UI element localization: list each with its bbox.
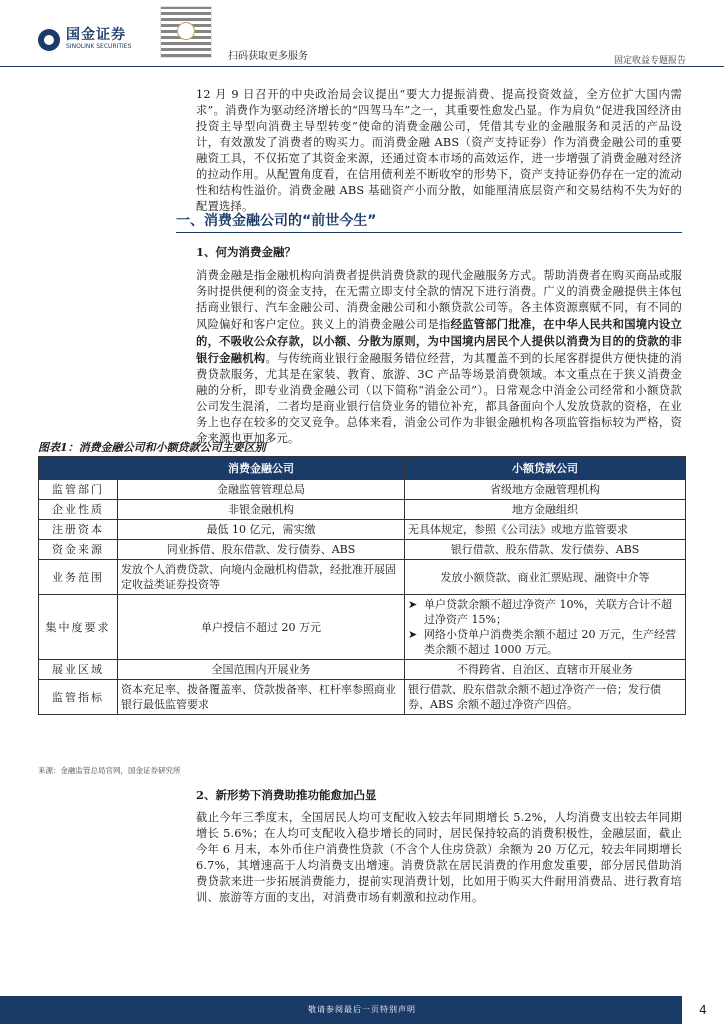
row-key: 企业性质 [39,500,118,520]
cell-microloan: 省级地方金融管理机构 [405,480,686,500]
definition-text-b: 。与传统商业银行金融服务错位经营，为其覆盖不到的长尾客群提供方便快捷的消费贷款服务，尤其是在家装、教育、旅游、3C 产品等场景消费领域。本文重点在于狭义消费金融的分析，即专业消费金融公司（以下简称“消金公司”）。日常观念中消金公司经常和小额贷款公司发生混淆，二者均是商业银行信贷业务的错位补充，都具备面向个人发放贷款的资格，在业务上也存在较多的交叉竞争。总体来看，消金公司作为非银金融机构各项监管指标较为严格，资金来源也更加多元。 [196,352,682,445]
arrow-bullet-icon: ➤ [408,598,418,611]
cell-microloan [405,595,686,660]
cell-consumer-finance: 最低 10 亿元，需实缴 [118,520,405,540]
cell-microloan: 发放小额贷款、商业汇票贴现、融资中介等 [405,560,686,595]
row-key: 监管部门 [39,480,118,500]
table-source: 来源：金融监管总局官网，国金证券研究所 [38,766,181,775]
bullet-text: 单户贷款余额不超过净资产 10%，关联方合计不超过净资产 15%； [424,598,672,626]
qr-center-logo-icon [177,22,195,40]
comparison-table [38,456,686,715]
table-header-blank [39,457,118,480]
cell-consumer-finance: 同业拆借、股东借款、发行债券、ABS [118,540,405,560]
header-divider [0,66,724,67]
table-row [39,540,686,560]
cell-consumer-finance: 金融监管管理总局 [118,480,405,500]
table-row [39,520,686,540]
bullet-item [408,627,682,657]
cell-consumer-finance: 单户授信不超过 20 万元 [118,595,405,660]
table-row [39,560,686,595]
row-key: 监管指标 [39,680,118,715]
table-row [39,595,686,660]
page-number: 4 [682,996,724,1024]
table-header-col1: 消费金融公司 [118,457,405,480]
cell-consumer-finance: 全国范围内开展业务 [118,660,405,680]
subsection-title-2: 2、新形势下消费助推功能愈加凸显 [196,788,377,802]
table-row [39,500,686,520]
row-key: 注册资本 [39,520,118,540]
cell-consumer-finance: 资本充足率、拨备覆盖率、贷款拨备率、杠杆率参照商业银行最低监管要求 [118,680,405,715]
logo-name-cn: 国金证券 [66,27,126,43]
table-row [39,660,686,680]
definition-paragraph [196,268,682,447]
report-type: 固定收益专题报告 [613,56,686,66]
qr-caption: 扫码获取更多服务 [228,51,308,62]
footer-disclaimer: 敬请参阅最后一页特别声明 [308,1005,416,1014]
page-footer [0,996,724,1024]
table-header-row [39,457,686,480]
table-header-col2: 小额贷款公司 [405,457,686,480]
bullet-item [408,597,682,627]
row-key: 展业区域 [39,660,118,680]
arrow-bullet-icon: ➤ [408,628,418,641]
section-title: 一、消费金融公司的“前世今生” [176,213,377,229]
subsection-title-1: 1、何为消费金融？ [196,245,297,259]
table-row [39,680,686,715]
cell-microloan: 不得跨省、自治区、直辖市开展业务 [405,660,686,680]
section-divider [176,232,682,233]
cell-microloan: 银行借款、股东借款、发行债券、ABS [405,540,686,560]
cell-microloan: 无具体规定，参照《公司法》或地方监管要求 [405,520,686,540]
cell-consumer-finance: 发放个人消费贷款、向境内金融机构借款，经批准开展固定收益类证券投资等 [118,560,405,595]
logo-mark-icon [38,29,60,51]
table-row [39,480,686,500]
logo-name-en: SINOLINK SECURITIES [66,43,132,50]
consumption-paragraph: 截止今年三季度末，全国居民人均可支配收入较去年同期增长 5.2%，人均消费支出较去年同期增长 5.6%；在人均可支配收入稳步增长的同时，居民保持较高的消费积极性，金融层面，截止今年 6 月末，本外币住户消费性贷款（不含个人住房贷款）余额为 20 万亿元，较去年同期增长 6.7%，其增速高于人均消费支出增速。消费贷款在居民消费的作用愈发重要，部分居民借助消费贷款来进一步拓展消费能力，提前实现消费计划，比如用于购买大件耐用消费品、进行教育培训、旅游等方面的支出，对消费市场有刺激和拉动作用。 [196,811,682,904]
row-key: 资金来源 [39,540,118,560]
definition-text-a: 消费金融是指金融机构向消费者提供消费贷款的现代金融服务方式。帮助消费者在购买商品或服务时提供便利的资金支持，在无需立即支付全款的情况下进行消费。广义的消费金融提供主体包括商业银行、汽车金融公司、消费金融公司和小额贷款公司等。各主体资源禀赋不同，有不同的风险偏好和客户定位。狭义上的消费金融公司是指 [196,269,682,331]
brand-logo [38,28,131,51]
bullet-text: 网络小贷单户消费类余额不超过 20 万元，生产经营类余额不超过 1000 万元。 [424,628,676,656]
intro-paragraph: 12 月 9 日召开的中央政治局会议提出“要大力提振消费、提高投资效益，全方位扩大国内需求”。消费作为驱动经济增长的“四驾马车”之一，其重要性愈发凸显。作为肩负“促进我国经济由投资主导型向消费主导型转变”使命的消费金融公司，凭借其专业的金融服务和灵活的产品设计，有效激发了消费者的购买力。而消费金融 ABS（资产支持证券）作为消费金融公司的重要融资工具，不仅拓宽了其资金来源，还通过资本市场的高效运作，进一步增强了消费金融对经济的拉动作用。从配置角度看，在信用债利差不断收窄的形势下，资产支持证券仍存在一定的流动性和结构性溢价。消费金融 ABS 基础资产小而分散，如能厘清底层资产和交易结构不失为好的配置选择。 [196,88,682,213]
cell-microloan: 地方金融组织 [405,500,686,520]
figure-title: 图表1：消费金融公司和小额贷款公司主要区别 [38,441,266,454]
page-header [0,0,724,70]
cell-microloan: 银行借款、股东借款余额不超过净资产一倍；发行债券、ABS 余额不超过净资产四倍。 [405,680,686,715]
row-key: 集中度要求 [39,595,118,660]
row-key: 业务范围 [39,560,118,595]
definition-text-bold: 经监管部门批准，在中华人民共和国境内设立的，不吸收公众存款，以小额、分散为原则，为中国境内居民个人提供以消费为目的的贷款的非银行金融机构 [196,317,682,365]
cell-consumer-finance: 非银金融机构 [118,500,405,520]
